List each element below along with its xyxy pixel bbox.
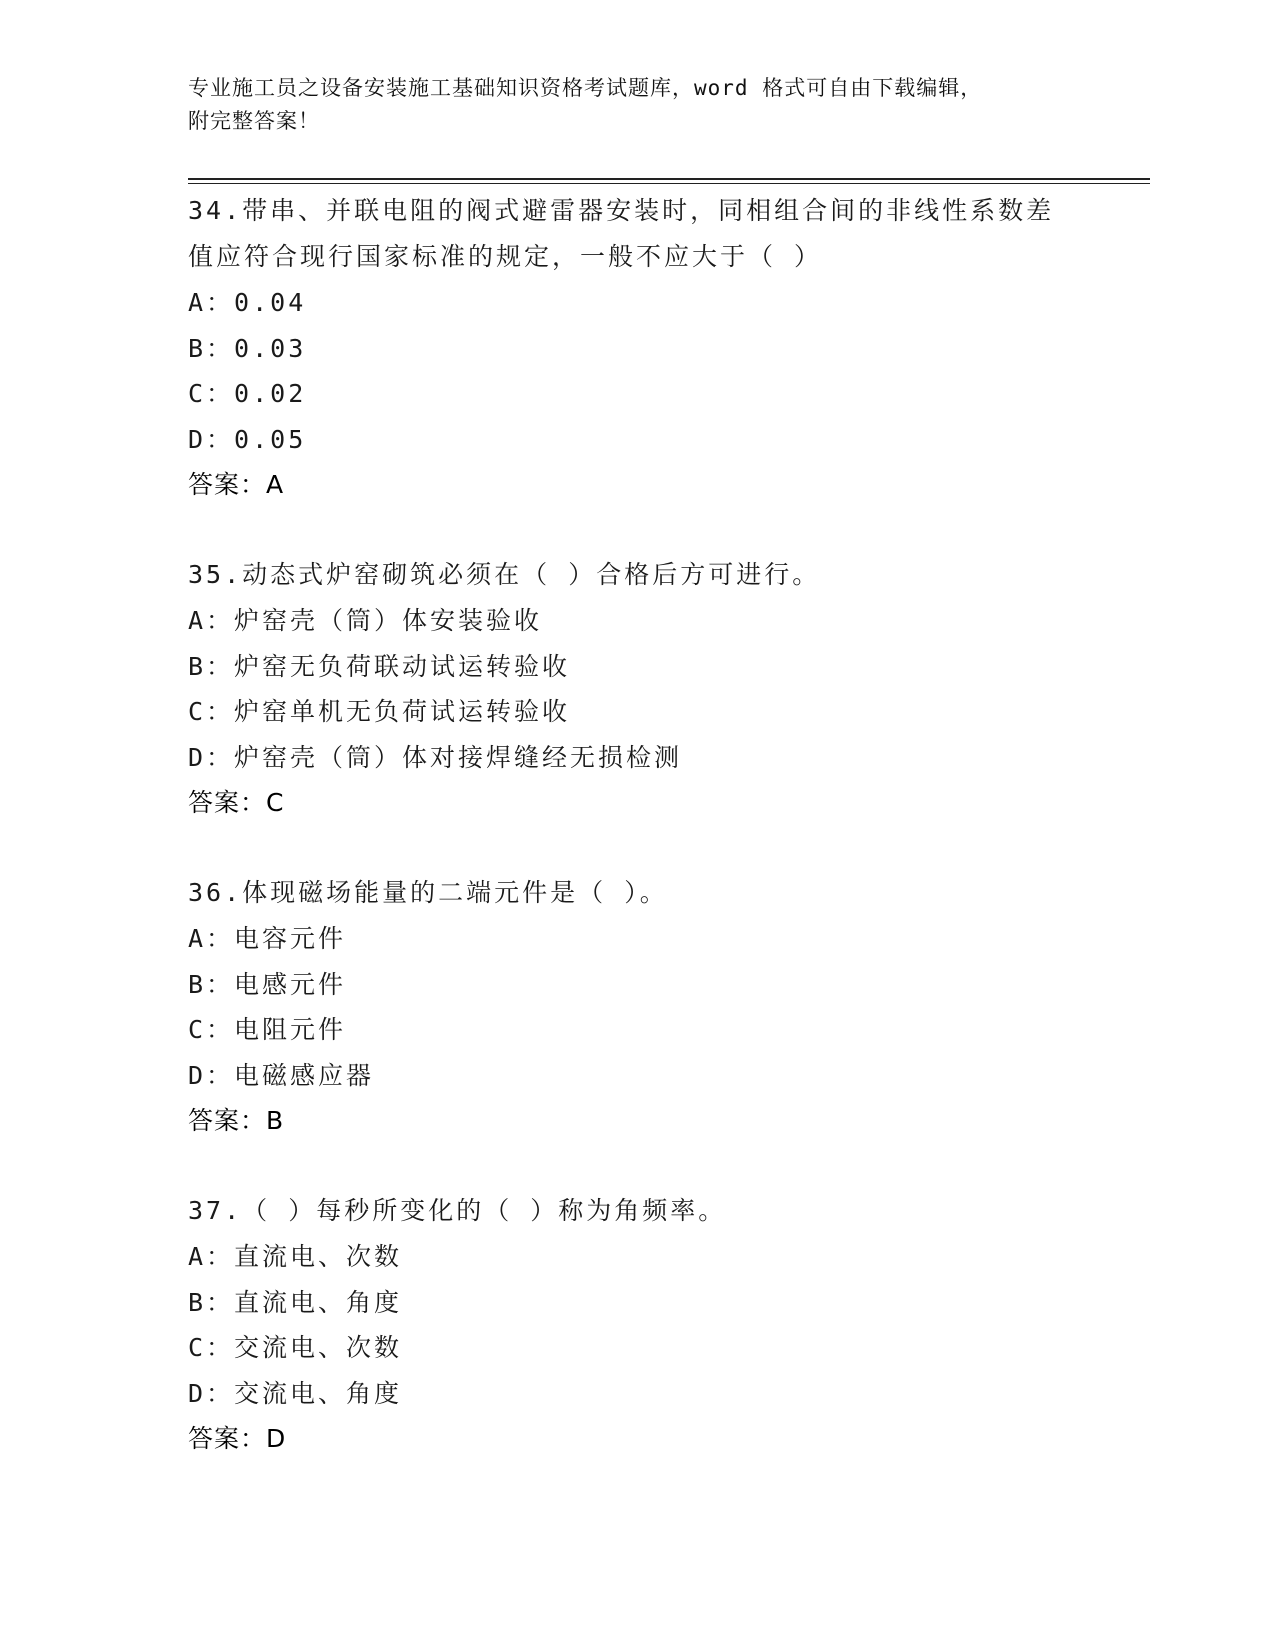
question-stem xyxy=(188,188,1150,280)
question-35 xyxy=(188,552,1150,826)
spacer xyxy=(188,1144,1150,1188)
option-c: C：电阻元件 xyxy=(188,1015,347,1044)
option-a: A：0.04 xyxy=(188,288,307,317)
header-divider-thick xyxy=(188,178,1150,180)
question-36 xyxy=(188,870,1150,1144)
option-c: C：炉窑单机无负荷试运转验收 xyxy=(188,697,571,726)
question-37 xyxy=(188,1188,1150,1462)
header-line-1: 专业施工员之设备安装施工基础知识资格考试题库，word 格式可自由下载编辑， xyxy=(188,76,983,100)
option-a: A：炉窑壳（筒）体安装验收 xyxy=(188,606,543,635)
answer-key: 答案：C xyxy=(188,788,285,817)
option-b: B：直流电、角度 xyxy=(188,1287,403,1317)
option-a: A：电容元件 xyxy=(188,924,347,953)
option-b: B：炉窑无负荷联动试运转验收 xyxy=(188,651,571,681)
option-b: B：电感元件 xyxy=(188,969,347,999)
question-34 xyxy=(188,188,1150,508)
header-divider-thin xyxy=(188,183,1150,184)
option-d: D：交流电、角度 xyxy=(188,1378,403,1408)
document-header xyxy=(188,72,1088,138)
question-stem xyxy=(188,870,1150,916)
spacer xyxy=(188,826,1150,870)
answer-key: 答案：B xyxy=(188,1106,285,1135)
answer-key: 答案：D xyxy=(188,1424,287,1453)
option-c: C：交流电、次数 xyxy=(188,1333,403,1362)
question-stem-line: 35.动态式炉窑砌筑必须在（ ）合格后方可进行。 xyxy=(188,560,821,589)
question-stem-line: 值应符合现行国家标准的规定，一般不应大于（ ） xyxy=(188,242,823,271)
question-stem xyxy=(188,552,1150,598)
option-d: D：0.05 xyxy=(188,424,307,454)
option-d: D：电磁感应器 xyxy=(188,1060,375,1090)
question-stem-line: 36.体现磁场能量的二端元件是（ ）。 xyxy=(188,878,668,907)
question-list xyxy=(188,188,1150,1462)
option-b: B：0.03 xyxy=(188,333,307,363)
question-stem-line: 37.（ ）每秒所变化的（ ）称为角频率。 xyxy=(188,1196,727,1225)
option-a: A：直流电、次数 xyxy=(188,1242,403,1271)
question-stem-line: 34.带串、并联电阻的阀式避雷器安装时，同相组合间的非线性系数差 xyxy=(188,196,1055,225)
answer-key: 答案：A xyxy=(188,470,285,499)
option-c: C：0.02 xyxy=(188,379,307,408)
spacer xyxy=(188,508,1150,552)
option-d: D：炉窑壳（筒）体对接焊缝经无损检测 xyxy=(188,742,683,772)
header-line-2: 附完整答案！ xyxy=(188,109,320,133)
question-stem xyxy=(188,1188,1150,1234)
